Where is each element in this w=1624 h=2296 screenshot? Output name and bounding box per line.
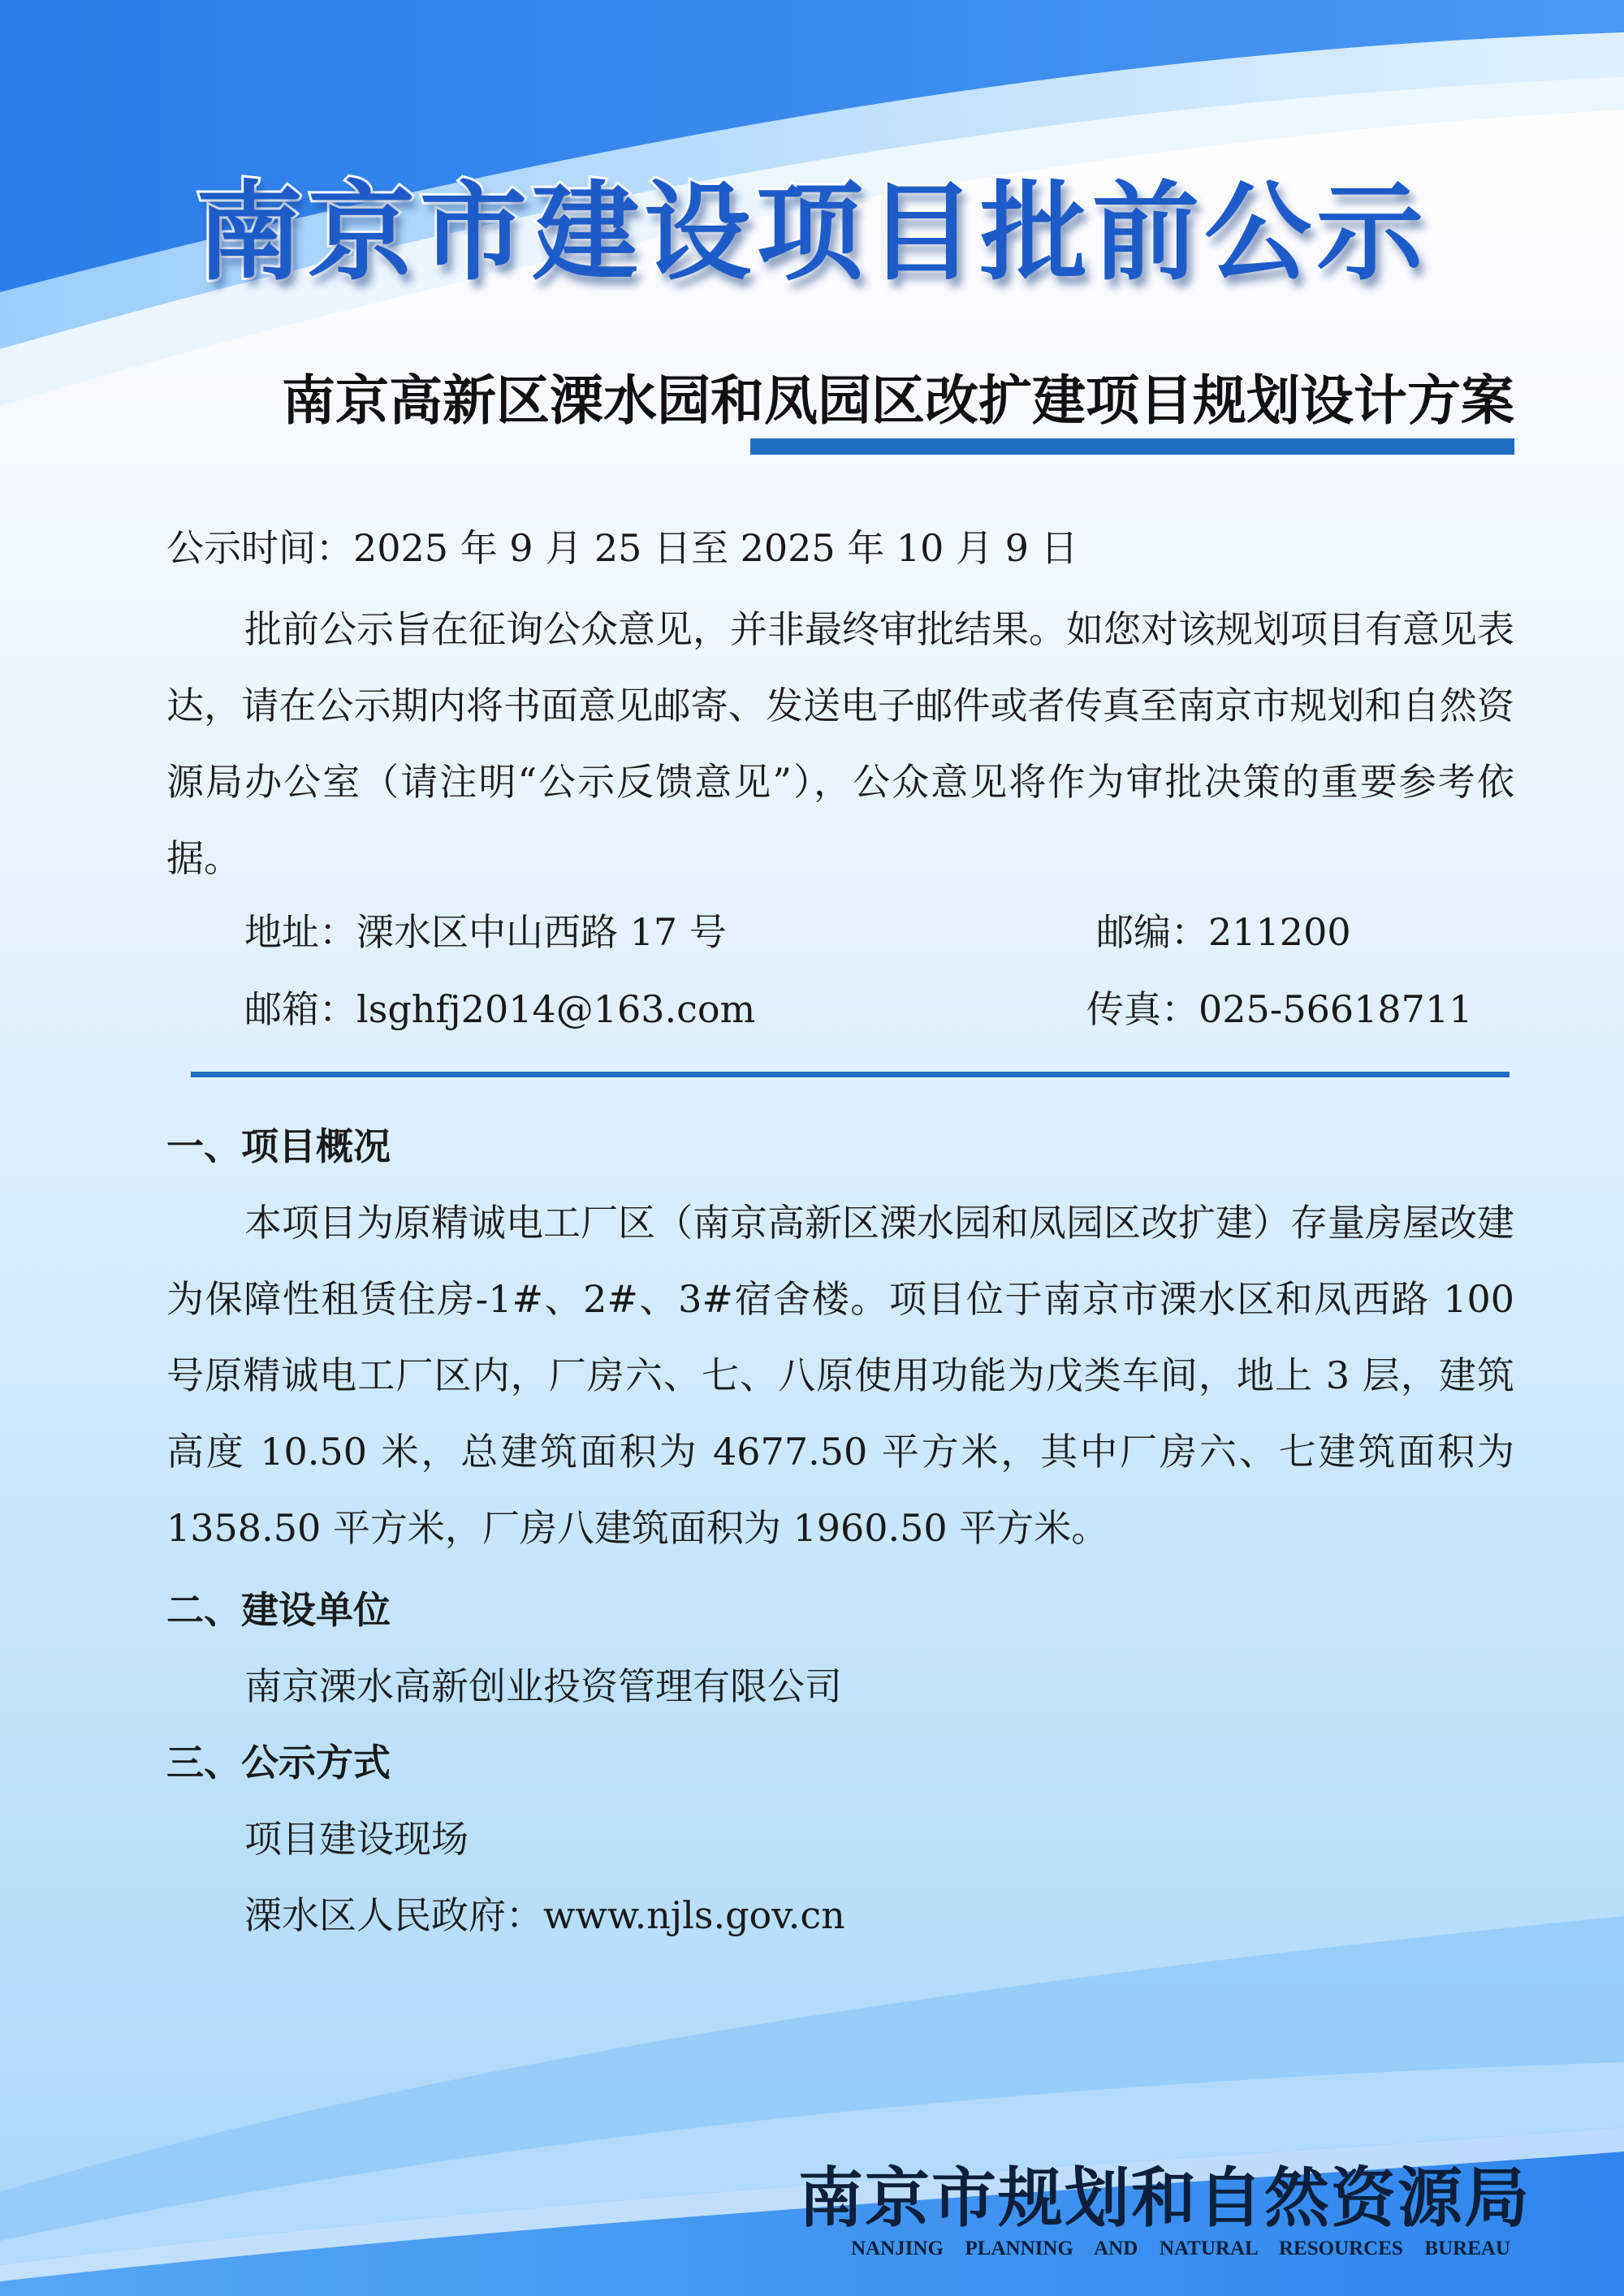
title-underline xyxy=(750,438,1514,455)
overview-paragraph xyxy=(166,1185,1514,1566)
contact-postcode: 邮编：211200 xyxy=(1096,910,1351,954)
main-title: 南京市建设项目批前公示 xyxy=(196,170,1428,296)
bureau-name-en: NANJING PLANNING AND NATURAL RESOURCES BUREAU xyxy=(851,2238,1510,2259)
notice-intro xyxy=(166,591,1514,896)
overview-text: 本项目为原精诚电工厂区（南京高新区溧水园和凤园区改扩建）存量房屋改建为保障性租赁住房-1#、2#、3#宿舍楼。项目位于南京市溧水区和凤西路 100 号原精诚电工厂区内，厂房六、七、八原使用功能为戊类车间，地上 3 层，建筑高度 10.50 米，总建筑面积为 4677.50 平方米，其中厂房六、七建筑面积为 1358.50 平方米，厂房八建筑面积为 1960.50 平方米。 xyxy=(166,1201,1514,1550)
notice-period: 公示时间：2025 年 9 月 25 日至 2025 年 10 月 9 日 xyxy=(166,526,1078,570)
bureau-name-cn: 南京市规划和自然资源局 xyxy=(798,2160,1531,2236)
contact-address: 地址：溧水区中山西路 17 号 xyxy=(244,910,727,954)
method-website[interactable]: 溧水区人民政府：www.njls.gov.cn xyxy=(244,1893,845,1937)
section-heading-overview: 一、项目概况 xyxy=(166,1124,391,1168)
notice-intro-text: 批前公示旨在征询公众意见，并非最终审批结果。如您对该规划项目有意见表达，请在公示期内将书面意见邮寄、发送电子邮件或者传真至南京市规划和自然资源局办公室（请注明“公示反馈意见”），公众意见将作为审批决策的重要参考依据。 xyxy=(166,607,1514,880)
section-heading-builder: 二、建设单位 xyxy=(166,1588,391,1632)
project-title: 南京高新区溧水园和凤园区改扩建项目规划设计方案 xyxy=(282,369,1514,432)
builder-name: 南京溧水高新创业投资管理有限公司 xyxy=(244,1664,842,1708)
contact-email[interactable]: 邮箱：lsghfj2014@163.com xyxy=(244,987,756,1031)
section-heading-method: 三、公示方式 xyxy=(166,1741,391,1785)
method-onsite: 项目建设现场 xyxy=(244,1817,469,1861)
contact-fax: 传真：025-56618711 xyxy=(1086,987,1473,1031)
section-divider xyxy=(191,1072,1510,1077)
